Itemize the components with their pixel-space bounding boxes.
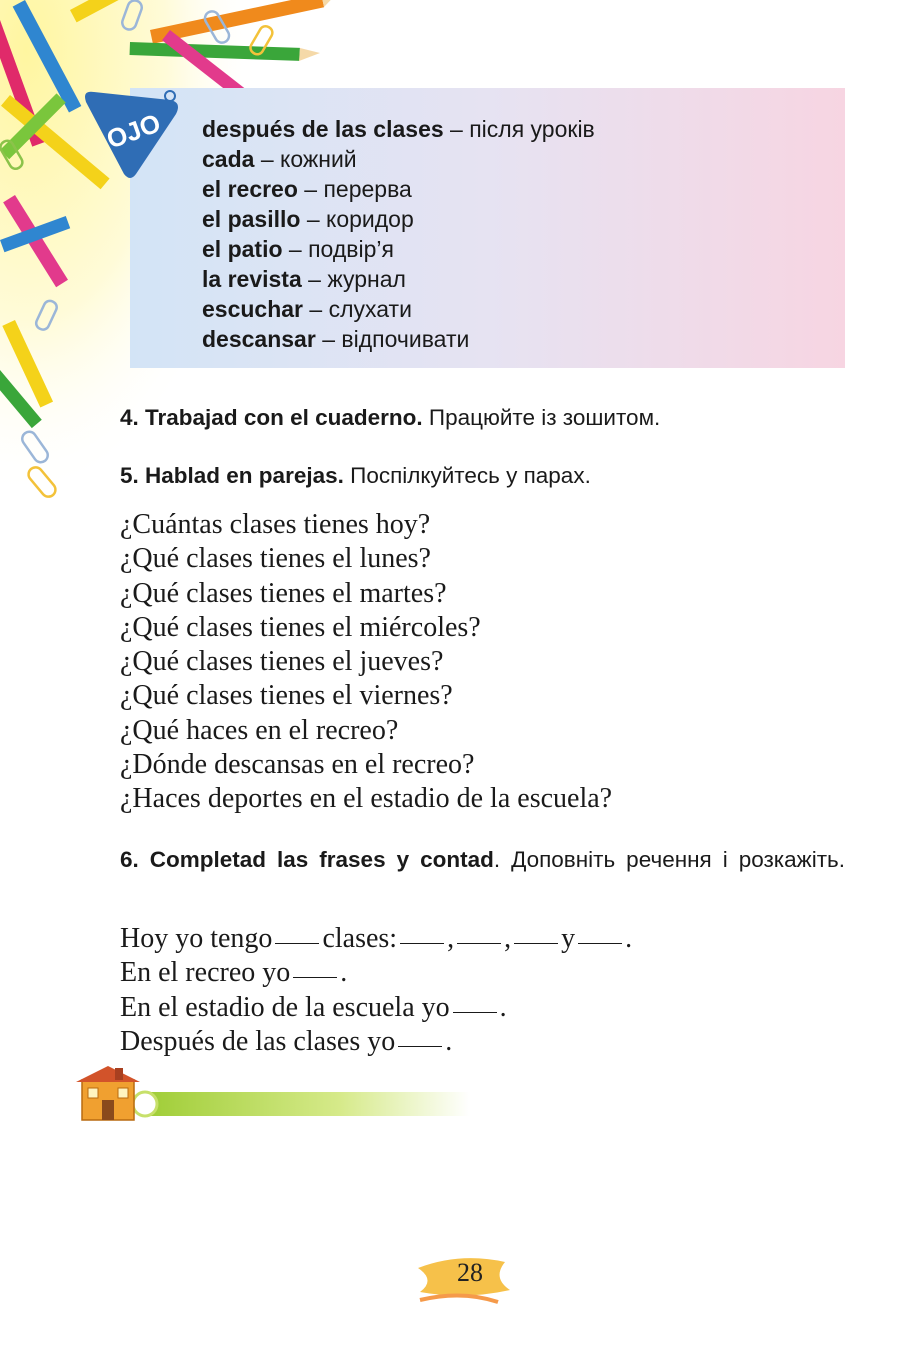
questions-list [120,508,612,817]
answer-blank [457,942,501,944]
fill-in-sentences [120,922,632,1059]
fill-sentence: En el recreo yo . [120,957,348,989]
answer-blank [275,942,319,944]
fill-sentence: Después de las clases yo . [120,1025,453,1057]
fill-sentence: En el estadio de la escuela yo . [120,991,507,1023]
ojo-label: OJO [102,107,165,155]
vocab-item: descansar – відпочивати [202,326,470,352]
vocab-item: el pasillo – коридор [202,206,414,232]
section-divider-bar [145,1092,470,1116]
question-item: ¿Qué clases tienes el viernes? [120,680,453,712]
vocabulary-list [202,114,595,354]
question-item: ¿Qué clases tienes el lunes? [120,543,431,575]
vocab-item: el recreo – перерва [202,176,412,202]
answer-blank [400,942,444,944]
page-number: 28 [457,1258,483,1287]
question-item: ¿Qué clases tienes el miércoles? [120,611,481,643]
vocab-item: después de las clases – після уроків [202,116,595,142]
house-icon [76,1066,140,1120]
task-6-instruction: 6. Completad las frases y contad. Доповніть речення і розкажіть. [120,847,845,872]
question-item: ¿Qué haces en el recreo? [120,714,399,746]
ojo-badge [78,86,188,182]
vocab-item: la revista – журнал [202,266,406,292]
vocab-item: el patio – подвір’я [202,236,394,262]
answer-blank [398,1045,442,1047]
question-item: ¿Dónde descansas en el recreo? [120,749,475,781]
answer-blank [293,976,337,978]
fill-sentence: Hoy yo tengo clases: , , y . [120,923,633,954]
answer-blank [514,942,558,944]
vocab-item: escuchar – слухати [202,296,412,322]
question-item: ¿Haces deportes en el estadio de la escuela? [120,783,613,815]
vocab-item: cada – кожний [202,146,357,172]
answer-blank [578,942,622,944]
answer-blank [453,1011,497,1013]
question-item: ¿Qué clases tienes el martes? [120,577,447,609]
task-4-instruction: 4. Trabajad con el cuaderno. Працюйте із зошитом. [120,405,661,430]
task-5-instruction: 5. Hablad en parejas. Поспілкуйтесь у парах. [120,463,591,488]
question-item: ¿Cuántas clases tienes hoy? [120,509,431,540]
question-item: ¿Qué clases tienes el jueves? [120,646,444,678]
